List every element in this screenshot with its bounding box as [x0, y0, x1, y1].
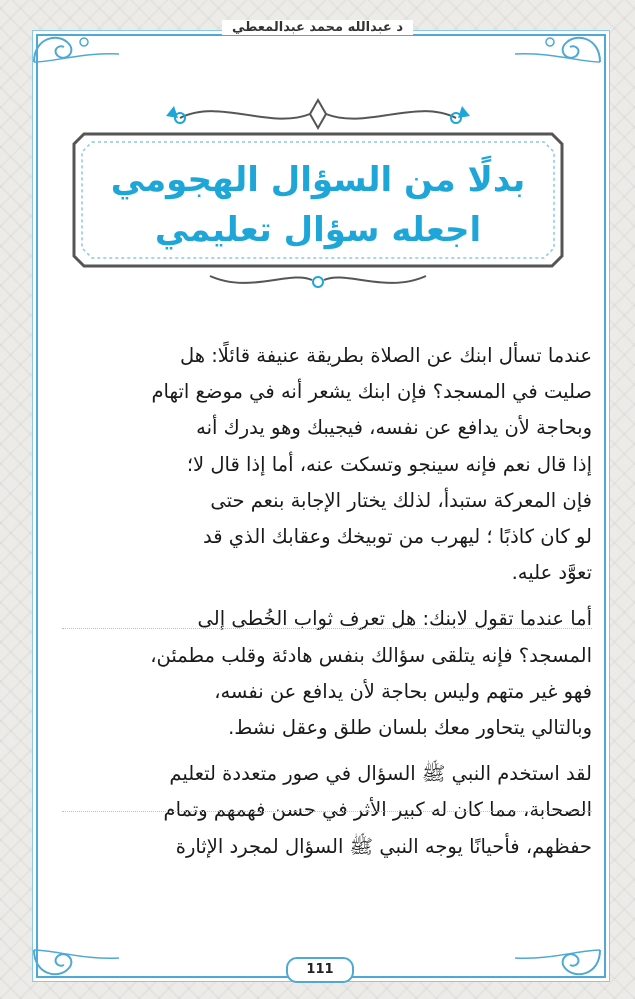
paragraph-line: حفظهم، فأحيانًا يوجه النبي ﷺ السؤال لمجرد الإثارة	[175, 834, 592, 858]
paragraph-line: وبحاجة لأن يدافع عن نفسه، فيجيبك وهو يدرك أنه	[196, 416, 592, 440]
paragraph-line: الصحابة، مما كان له كبير الأثر في حسن فهمهم وتمام	[163, 798, 592, 822]
title-box	[70, 130, 566, 270]
paragraph-line: فإن المعركة ستبدأ، لذلك يختار الإجابة بنعم حتى	[210, 488, 592, 512]
paragraph-line: وبالتالي يتحاور معك بلسان طلق وعقل نشط.	[228, 716, 592, 740]
title-line-2: اجعله سؤال تعليمي	[154, 210, 482, 250]
paragraph-line: عندما تسأل ابنك عن الصلاة بطريقة عنيفة قائلًا: هل	[179, 344, 592, 367]
title-flourish-bottom	[200, 266, 436, 296]
corner-ornament-bottom-left	[24, 930, 124, 990]
paragraph-2	[62, 601, 592, 746]
paragraph-line: تعوَّد عليه.	[511, 561, 592, 585]
paragraph-line: صليت في المسجد؟ فإن ابنك يشعر أنه في موضع اتهام	[151, 380, 592, 404]
title-line-1: بدلًا من السؤال الهجومي	[110, 160, 526, 200]
paragraph-divider	[62, 628, 592, 629]
paragraph-line: إذا قال نعم فإنه سينجو وتسكت عنه، أما إذا قال لا؛	[186, 452, 592, 476]
corner-ornament-bottom-right	[510, 930, 610, 990]
paragraph-line: أما عندما تقول لابنك: هل تعرف ثواب الخُطى إلى	[197, 607, 592, 631]
paragraph-line: فهو غير متهم وليس بحاجة لأن يدافع عن نفسه،	[214, 679, 592, 703]
author-name: د عبدالله محمد عبدالمعطي	[222, 20, 413, 35]
paragraph-line: لقد استخدم النبي ﷺ السؤال في صور متعددة لتعليم	[169, 762, 592, 786]
running-header	[0, 20, 635, 35]
paragraph-divider	[62, 811, 592, 812]
page-number: 111	[286, 957, 354, 983]
paragraph-line: لو كان كاذبًا ؛ ليهرب من توبيخك وعقابك الذي قد	[202, 525, 592, 549]
paragraph-1	[62, 338, 592, 591]
paragraph-line: المسجد؟ فإنه يتلقى سؤالك بنفس هادئة وقلب مطمئن،	[150, 643, 592, 667]
body-text	[62, 338, 592, 865]
